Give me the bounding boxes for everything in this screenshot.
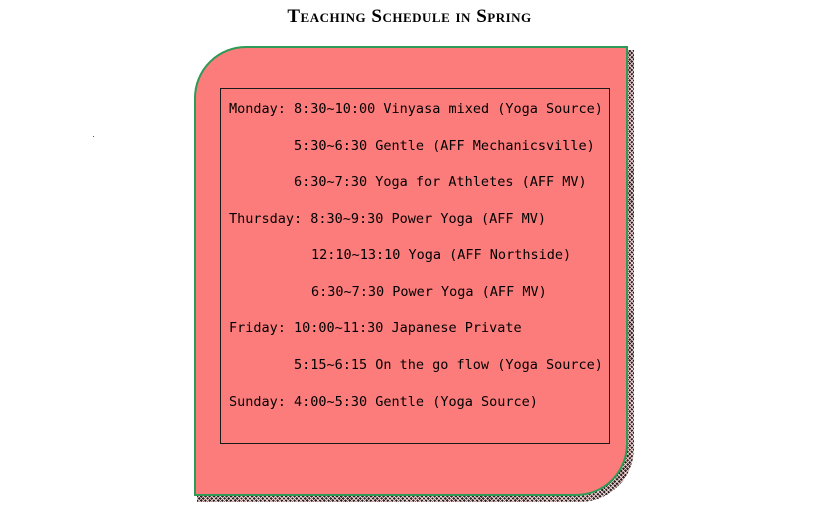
schedule-row-thursday-3: 6:30~7:30 Power Yoga (AFF MV) <box>311 284 547 300</box>
page-title: Teaching Schedule in Spring <box>287 6 532 27</box>
stray-dot <box>93 136 94 137</box>
schedule-row-monday-1: Monday: 8:30~10:00 Vinyasa mixed (Yoga Source) <box>229 101 603 117</box>
schedule-row-monday-2: 5:30~6:30 Gentle (AFF Mechanicsville) <box>294 138 595 154</box>
schedule-row-thursday-1: Thursday: 8:30~9:30 Power Yoga (AFF MV) <box>229 211 546 227</box>
schedule-row-friday-1: Friday: 10:00~11:30 Japanese Private <box>229 320 522 336</box>
schedule-row-monday-3: 6:30~7:30 Yoga for Athletes (AFF MV) <box>294 174 587 190</box>
schedule-row-sunday-1: Sunday: 4:00~5:30 Gentle (Yoga Source) <box>229 394 538 410</box>
schedule-row-friday-2: 5:15~6:15 On the go flow (Yoga Source) <box>294 357 603 373</box>
schedule-row-thursday-2: 12:10~13:10 Yoga (AFF Northside) <box>311 247 572 263</box>
